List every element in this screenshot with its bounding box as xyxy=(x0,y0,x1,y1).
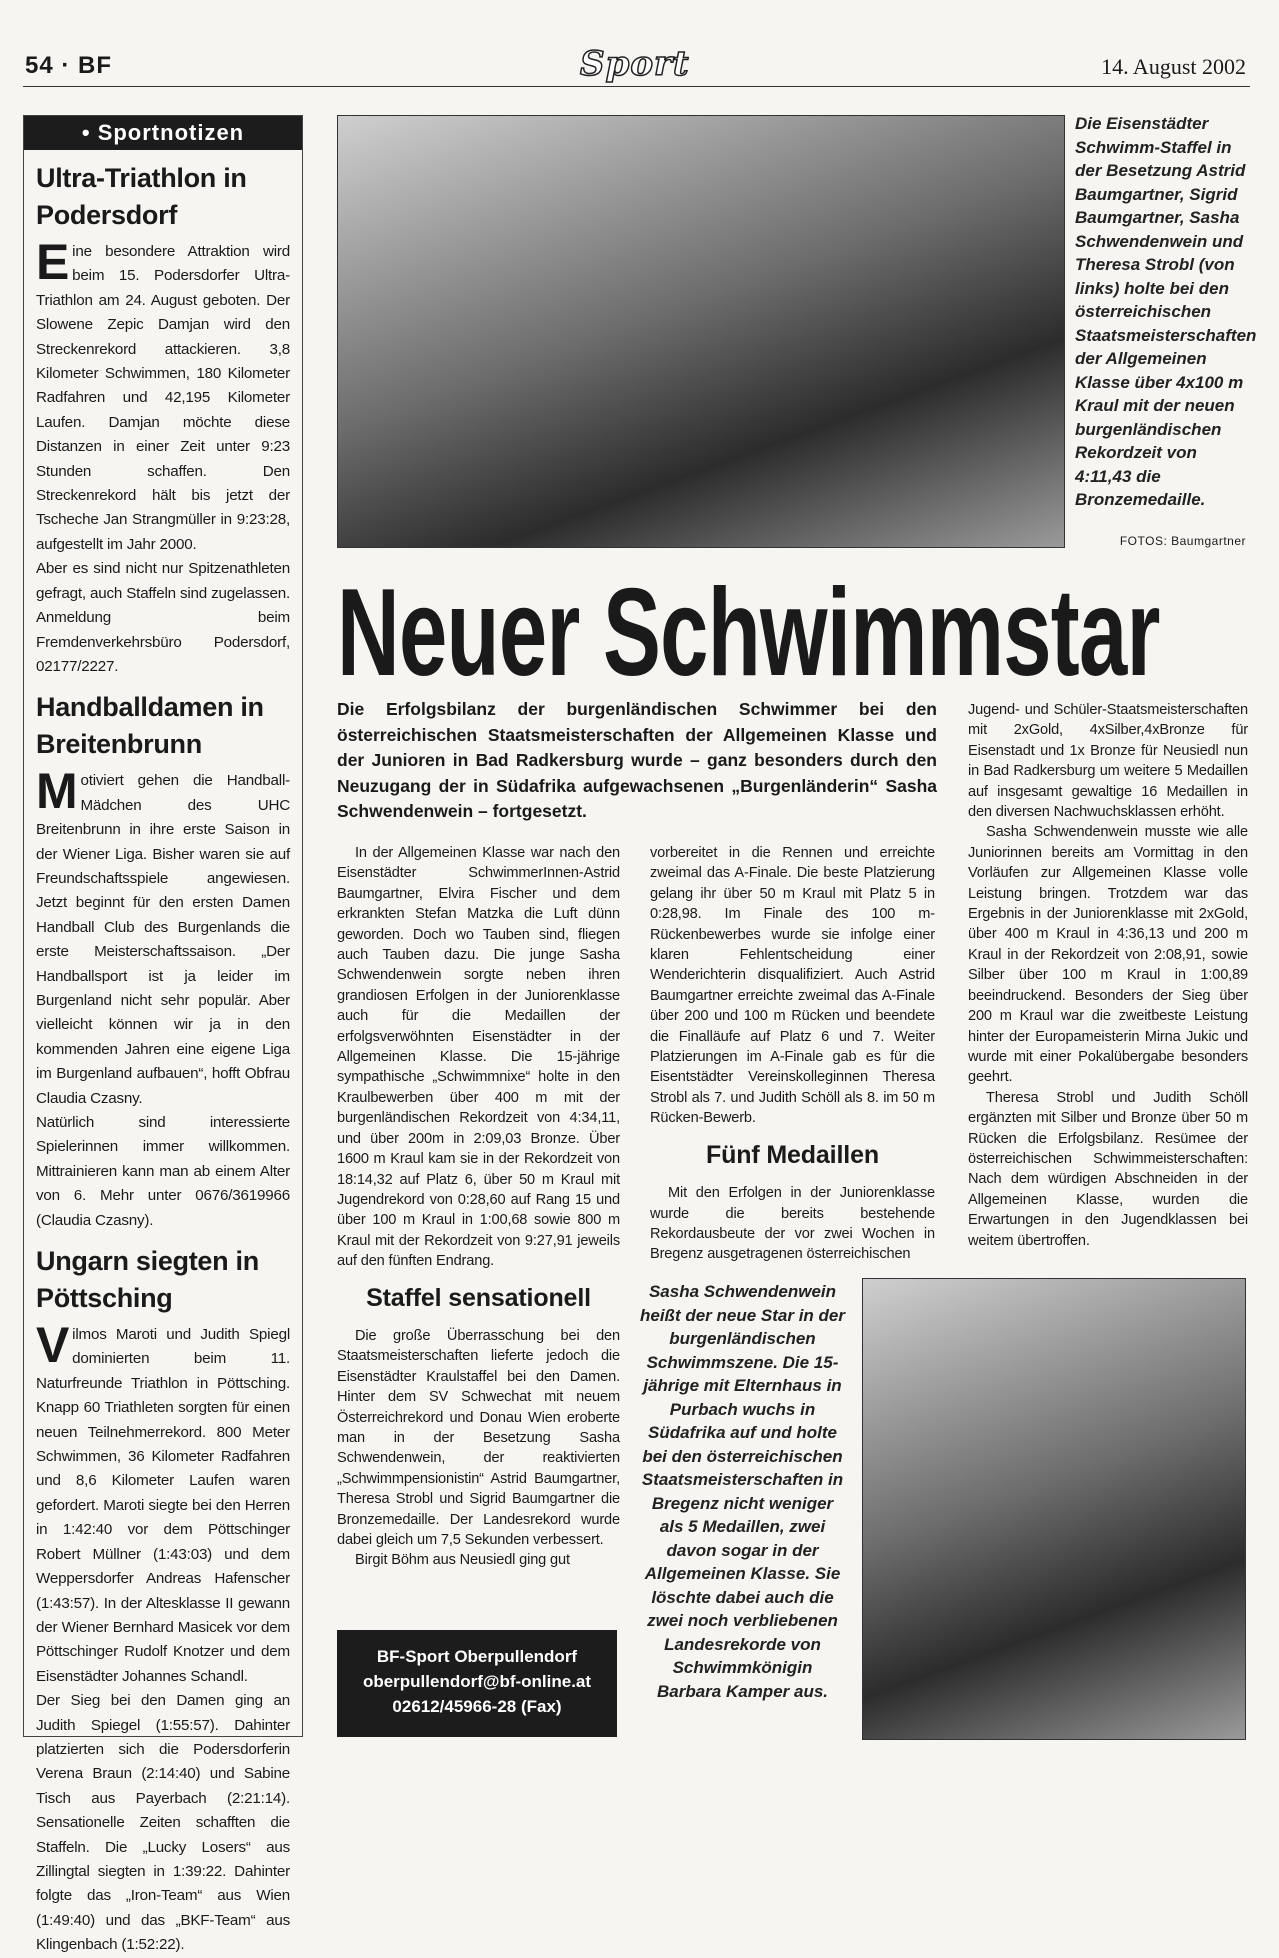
body-paragraph: In der Allgemeinen Klasse war nach den Eisenstädter SchwimmerInnen-Astrid Baumgartner, Elvira Fischer und dem erkrankten Stefan Matzka die Luft dünn geworden. Doch wo Tauben sind, fliegen auch Tauben dazu. Die junge Sasha Schwendenwein sorgte neben ihren grandiosen Erfolgen in der Juniorenklasse auch für die Medaillen der erfolgsverwöhnten Eisenstädter in der Allgemeinen Klasse. Die 15-jährige sympathische „Schwimmnixe“ holte in den Kraulbewerben über 400 m mit der burgenländischen Rekordzeit von 4:34,11, und über 200m in 2:09,03 Bronze. Über 1600 m Kraul kam sie in der Rekordzeit von 18:14,32 auf Platz 6, über 50 m Kraul mit Jugendrekord von 0:28,60 auf Rang 15 und über 100 m Kraul in 1:00,68 sowie 800 m Kraul mit der Rekordzeit von 9:27,91 jeweils auf den fünften Endrang. xyxy=(337,845,620,1270)
body-paragraph: Jugend- und Schüler-Staatsmeisterschaften mit 2xGold, 4xSilber,4xBronze für Eisenstadt und 1x Bronze für Neusiedl nun in Bad Radkersburg um weitere 5 Medaillen auf insgesamt gewaltige 16 Medaillen in den diversen Nachwuchsklassen erhöht. xyxy=(968,702,1248,821)
article-title: Ungarn siegten in Pöttsching xyxy=(36,1246,259,1314)
article-paragraph: Motiviert gehen die Handball-Mädchen des UHC Breitenbrunn in ihre erste Saison in der Wiener Liga. Bisher waren sie auf Freundschaftsspiele angewiesen. Jetzt beginnt für den ersten Damen Handball Club des Burgenlands die erste Meisterschaftssaison. „Der Handballsport ist ja leider im Burgenland nicht sehr populär. Aber vielleicht können wir ja in den kommenden Jahren eine eigene Liga im Burgenland aufbauen“, hofft Obfrau Claudia Czasny. xyxy=(36,763,290,1107)
article-title: Handballdamen in Breitenbrunn xyxy=(36,692,264,760)
body-paragraph: Sasha Schwendenwein musste wie alle Juniorinnen bereits am Vormittag in den Vorläufen zur Allgemeinen Klasse volle Leistung bringen. Trotzdem war das Ergebnis in der Juniorenklasse mit 2xGold, über 400 m Kraul in 4:36,13 und 200 m Kraul in der Rekordzeit von 2:08,91, sowie Silber über 100 m Kraul in 1:00,89 beeindruckend. Besonders der Sieg über 200 m Kraul war die zweitbeste Leistung hinter der Europameisterin Mirna Jukic und wurde mit einer Pokalübergabe besonders geehrt. xyxy=(968,824,1248,1086)
article-ungarn-siegten xyxy=(24,1243,302,1958)
contact-fax: 02612/45966-28 (Fax) xyxy=(392,1697,562,1716)
header-rule xyxy=(23,86,1250,87)
article-column-2 xyxy=(650,843,935,1265)
relay-team-photo xyxy=(337,115,1065,548)
swimmer-portrait-photo xyxy=(862,1278,1246,1740)
photo-caption: Sasha Schwendenwein heißt der neue Star in der burgenländischen Schwimmszene. Die 15-jährige mit Elternhaus in Purbach wuchs in Südafrika auf und holte bei den österreichischen Staatsmeisterschaften in Bregenz nicht weniger als 5 Medaillen, zwei davon sogar in der Allgemeinen Klasse. Sie löschte dabei auch die zwei noch verbliebenen Landesrekorde von Schwimmkönigin Barbara Kamper aus. xyxy=(640,1282,845,1701)
article-column-3 xyxy=(968,700,1248,1251)
contact-email: oberpullendorf@bf-online.at xyxy=(362,1672,592,1691)
lead-paragraph: Die Erfolgsbilanz der burgenländischen Schwimmer bei den österreichischen Staatsmeisterschaften der Allgemeinen Klasse und der Junioren in Bad Radkersburg wurde – ganz besonders durch den Neuzugang der in Südafrika aufgewachsenen „Burgenländerin“ Sasha Schwendenwein – fortgesetzt. xyxy=(337,699,937,821)
section-title: Sport xyxy=(580,44,690,84)
photo-caption: Die Eisenstädter Schwimm-Staffel in der Besetzung Astrid Baumgartner, Sigrid Baumgartner, Sasha Schwendenwein und Theresa Strobl (von links) holte bei den österreichischen Staatsmeisterschaften der Allgemeinen Klasse über 4x100 m Kraul mit der neuen burgenländischen Rekordzeit von 4:11,43 die Bronzemedaille. xyxy=(1075,114,1257,509)
article-paragraph: Vilmos Maroti und Judith Spiegl dominierten beim 11. Naturfreunde Triathlon in Pöttsching. Knapp 60 Triathleten sorgten für einen neuen Teilnehmerrekord. 800 Meter Schwimmen, 36 Kilometer Radfahren und 8,6 Kilometer Laufen waren gefordert. Maroti siegte bei den Herren in 1:42:40 vor dem Pöttschinger Robert Müllner (1:43:03) und dem Weppersdorfer Andreas Hafenscher (1:43:57). In der Altesklasse II gewann der Wiener Bernhard Masicek vor dem Pöttschinger Rudolf Knotzer und dem Eisenstädter Johannes Schandl. xyxy=(36,1317,290,1685)
article-paragraph: Natürlich sind interessierte Spielerinnen immer willkommen. Mittrainieren kann man ab einem Alter von 6. Mehr unter 0676/3619966 (Claudia Czasny). xyxy=(36,1114,290,1229)
article-ultra-triathlon xyxy=(24,160,302,679)
body-paragraph: Die große Überrasschung bei den Staatsmeisterschaften lieferte jedoch die Eisenstädter Kraulstaffel bei den Damen. Hinter dem SV Schwechat mit neuem Österreichrekord und Donau Wien eroberte man in der Besetzung Sasha Schwendenwein, der reaktivierten „Schwimmpensionistin“ Astrid Baumgartner, Theresa Strobl und Sigrid Baumgartner die Bronzemedaille. Der Landesrekord wurde dabei gleich um 7,5 Sekunden verbessert. xyxy=(337,1327,620,1548)
body-paragraph: Mit den Erfolgen in der Juniorenklasse wurde die bereits bestehende Rekordausbeute der vor zwei Wochen in Bregenz ausgetragenen österreichischen xyxy=(650,1185,935,1263)
sidebar-heading: • Sportnotizen xyxy=(24,116,302,150)
body-paragraph: vorbereitet in die Rennen und erreichte zweimal das A-Finale. Die beste Platzierung gelang ihr über 50 m Kraul mit Platz 5 in 0:28,98. Im Finale des 100 m-Rückenbewerbes wurde sie infolge einer klaren Fehlentscheidung einer Wenderichterin disqualifiziert. Auch Astrid Baumgartner erreichte zweimal das A-Finale über 200 und 100 m Rücken und beendete die Finalläufe auf Platz 6 und 7. Weiter Platzierungen im A-Finale gab es für die Eisentstädter Vereinskolleginnen Theresa Strobl als 7. und Judith Schöll als 8. im 50 m Rücken-Bewerb. xyxy=(650,845,935,1127)
subheading: Fünf Medaillen xyxy=(706,1140,879,1169)
issue-date: 14. August 2002 xyxy=(1101,54,1246,79)
subheading: Staffel sensationell xyxy=(366,1283,591,1312)
page-number: 54 · BF xyxy=(25,52,113,79)
article-handballdamen xyxy=(24,689,302,1233)
article-paragraph: Der Sieg bei den Damen ging an Judith Spiegel (1:55:57). Dahinter platzierten sich die Podersdorferin Verena Braun (2:14:40) und Sabine Tisch aus Payerbach (2:21:14). Sensationelle Zeiten schafften die Staffeln. Die „Lucky Losers“ aus Zillingtal siegten in 1:39:22. Dahinter folgte das „Iron-Team“ aus Wien (1:49:40) und das „BKF-Team“ aus Klingenbach (1:52:22). xyxy=(36,1692,290,1954)
article-column-1 xyxy=(337,843,620,1571)
headline: Neuer Schwimmstar xyxy=(337,564,1160,702)
article-paragraph: Aber es sind nicht nur Spitzenathleten gefragt, auch Staffeln sind zugelassen. Anmeldung beim Fremdenverkehrsbüro Podersdorf, 02177/2227. xyxy=(36,560,290,675)
article-paragraph: Eine besondere Attraktion wird beim 15. Podersdorfer Ultra-Triathlon am 24. August geboten. Der Slowene Zepic Damjan wird den Streckenrekord attackieren. 3,8 Kilometer Schwimmen, 180 Kilometer Radfahren und 42,195 Kilometer Laufen. Damjan möchte diese Distanzen in einer Zeit unter 9:23 Stunden schaffen. Den Streckenrekord hält bis jetzt der Tscheche Jan Strangmüller in 9:23:28, aufgestellt im Jahr 2000. xyxy=(36,234,290,553)
body-paragraph: Birgit Böhm aus Neusiedl ging gut xyxy=(355,1552,570,1569)
article-title: Ultra-Triathlon in Podersdorf xyxy=(36,163,247,230)
photo-credit: FOTOS: Baumgartner xyxy=(1119,534,1246,548)
body-paragraph: Theresa Strobl und Judith Schöll ergänzten mit Silber und Bronze über 50 m Rücken die Erfolgsbilanz. Resümee der österreichischen Schwimmeisterschaften: Nach dem würdigen Abschneiden in der Allgemeinen Klasse, wurden die Erwartungen in den Jugendklassen bei weitem übertroffen. xyxy=(968,1089,1248,1249)
sportnotizen-sidebar xyxy=(23,115,303,1954)
contact-box xyxy=(337,1630,617,1737)
contact-name: BF-Sport Oberpullendorf xyxy=(376,1647,578,1666)
